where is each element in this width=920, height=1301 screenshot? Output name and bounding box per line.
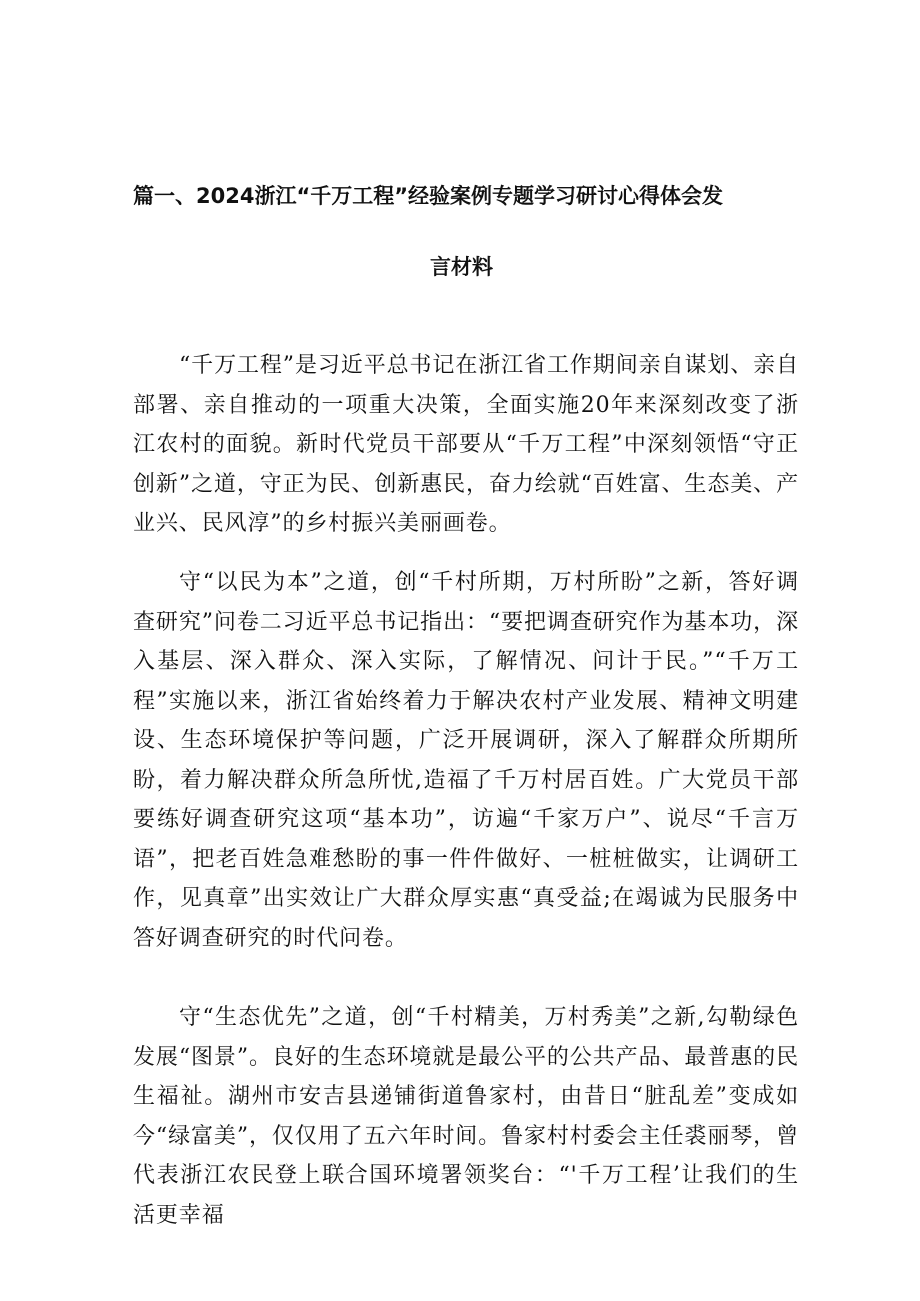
document-title-line-1: 篇一、2024浙江“千万工程”经验案例专题学习研讨心得体会发 xyxy=(133,184,724,208)
paragraph-1: “千万工程”是习近平总书记在浙江省工作期间亲自谋划、亲自部署、亲自推动的一项重大决策，全面实施20年来深刻改变了浙江农村的面貌。新时代党员干部要从“千万工程”中深刻领悟“守正创新”之道，守正为民、创新惠民，奋力绘就“百姓富、生态美、产业兴、民风淳”的乡村振兴美丽画卷。 xyxy=(133,353,799,536)
paragraph-2: 守“以民为本”之道，创“千村所期，万村所盼”之新，答好调查研究”问卷二习近平总书记指出：“要把调查研究作为基本功，深入基层、深入群众、深入实际，了解情况、问计于民。”“千万工程”实施以来，浙江省始终着力于解决农村产业发展、精神文明建设、生态环境保护等问题，广泛开展调研，深入了解群众所期所盼，着力解决群众所急所忧,造福了千万村居百姓。广大党员干部要练好调查研究这项“基本功”，访遍“千家万户”、说尽“千言万语”，把老百姓急难愁盼的事一件件做好、一桩桩做实，让调研工作，见真章”出实效让广大群众厚实惠“真受益;在竭诚为民服务中答好调查研究的时代问卷。 xyxy=(133,570,799,951)
paragraph-3: 守“生态优先”之道，创“千村精美，万村秀美”之新,勾勒绿色发展“图景”。良好的生态环境就是最公平的公共产品、最普惠的民生福祉。湖州市安吉县递铺街道鲁家村，由昔日“脏乱差”变成如今“绿富美”，仅仅用了五六年时间。鲁家村村委会主任裘丽琴，曾代表浙江农民登上联合国环境署领奖台：“'千万工程’让我们的生活更幸福 xyxy=(133,1005,799,1228)
document-title-line-2: 言材料 xyxy=(430,255,493,279)
